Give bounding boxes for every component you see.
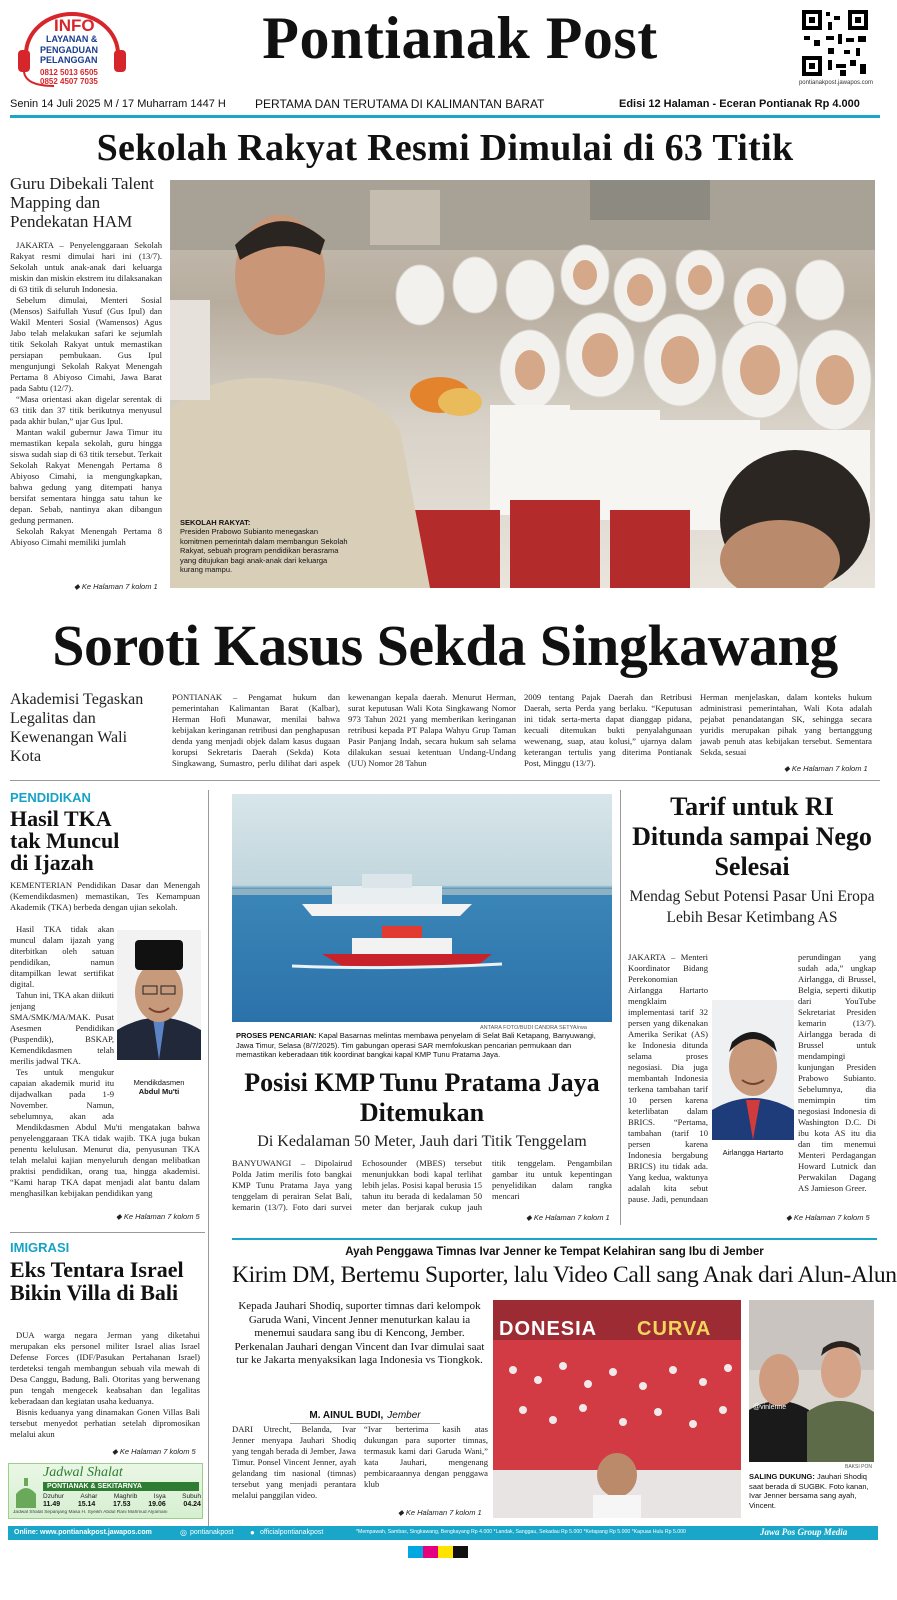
footer-social1[interactable]: pontianakpost: [190, 1529, 234, 1536]
story3-p5: Mendikdasmen Abdul Mu'ti mengatakan bahwa penyelenggaraan TKA tidak wajib. TKA juga bukan penentu kelulusan. Menurut dia, penyusunan TKA telah melalui kajian menyeluruh dengan melibatkan praktisi pendidikan, orang tua, hingga akademisi. “Kami harap TKA dapat menjadi alat bantu dalam menghasilkan kebijakan pendidikan yang: [10, 1122, 200, 1198]
story7-continued: ◆ Ke Halaman 7 kolom 1: [398, 1508, 482, 1517]
story3-intro: KEMENTERIAN Pendidikan Dasar dan Menengah (Kemendikdasmen) memastikan, Tes Kemampuan Akademik (TKA) berbeda dengan ujian sekolah.: [10, 880, 200, 912]
story5-col1: JAKARTA – Menteri Koordinator Bidang Perekonomian Airlangga Hartarto mengklaim implementasi tarif 32 persen yang dikenakan Amerika Serikat (AS) ke Indonesia ditunda selama proses negosiasi. Dia juga membantah Indonesia terkena tambahan tarif 10 persen karena keterlibatan dalam BRICS. “Pertama, tambahan (tarif 10 persen karena Indonesia bergabung BRICS) itu tidak ada. Yang kedua, waktunya adalah kita sebut pause. Jadi, penundaan: [628, 952, 708, 1204]
story6-p1: DUA warga negara Jerman yang diketahui merupakan eks personel militer Israel alias Israel Defense Forces (IDF/Pasukan Pertahanan Israel) terdeteksi tengah membangun sebuah vila mewah di Desa Canggu, Badung, Bali. Otoritas yang berwenang pun tengah mengecek keabsahan dan legalitas keberadaan dan kegiatan usaha keduanya.: [10, 1330, 200, 1406]
story2-col4: Herman menjelaskan, dalam konteks hukum administrasi pemerintahan, Wali Kota adalah pejabat penandatangan SK, sehingga secara yuridis merupakan pihak yang bertanggung jawab penuh atas kebijakan tersebut. Sementara Sekda, sesuai: [700, 692, 872, 757]
portrait-illustration: [712, 1000, 794, 1140]
story2-continued: ◆ Ke Halaman 7 kolom 1: [784, 764, 868, 773]
story1-body: [10, 240, 162, 582]
story1-continued: ◆ Ke Halaman 7 kolom 1: [74, 582, 158, 591]
prayer-time-isya: 19.06: [148, 1501, 166, 1508]
story7-lead: Kepada Jauhari Shodiq, suporter timnas dari kelompok Garuda Wani, Vincent Jenner menuturkan kalau ia menemui saudara sang ibu di Kencong, Jember. Perkenalan Jauhari dengan Vincent dan Ivar dimulai saat tur ke Jakarta menyaksikan laga Indonesia vs Tiongkok.: [234, 1300, 485, 1366]
story7-caption-box: [749, 1472, 876, 1510]
story4-headline: Posisi KMP Tunu Pratama Jaya Ditemukan: [244, 1068, 600, 1127]
divider: [10, 1232, 205, 1233]
story4-photo-credit: ANTARA FOTO/BUDI CANDRA SETYA/rwa: [480, 1025, 587, 1031]
story6-headline: Eks Tentara Israel Bikin Villa di Bali: [10, 1257, 184, 1305]
prayer-region: PONTIANAK & SEKITARNYA: [43, 1482, 199, 1491]
story4-col2: Echosounder (MBES) tersebut menunjukkan bodi kapal terlihat lebih jelas. Posisi kapal berusia 15 tahun itu berada di kedalaman 50 meter dan berjarak cukup jauh: [362, 1158, 482, 1212]
story1-p2: Sebelum dimulai, Menteri Sosial (Mensos) Saifullah Yusuf (Gus Ipul) dan Wakil Menteri Sosial (Wamensos) Agus Jabo telah melakukan safari ke sejumlah titik Sekolah Rakyat untuk memastikan persiapan pembukaan. Gus Ipul mengunjungi Sekolah Rakyat Menengah Pertama 8 Abiyoso Cimahi, Jawa Barat pada Sabtu (12/7).: [10, 295, 162, 393]
story7-caption-label: SALING DUKUNG:: [749, 1472, 815, 1481]
instagram-icon: ◎: [180, 1528, 187, 1537]
stadium-banner-2: CURVA: [637, 1318, 712, 1340]
issue-date: Senin 14 Juli 2025 M / 17 Muharram 1447 H: [10, 98, 226, 110]
info-sub2: PENGADUAN: [40, 45, 99, 55]
story3-section: PENDIDIKAN: [10, 790, 91, 805]
story1-headline: Sekolah Rakyat Resmi Dimulai di 63 Titik: [96, 127, 794, 169]
story6-continued: ◆ Ke Halaman 7 kolom 5: [112, 1447, 196, 1456]
column-divider-left: [208, 790, 209, 1535]
story2-subhead: Akademisi Tegaskan Legalitas dan Kewenangan Wali Kota: [10, 691, 144, 765]
paper-name: Pontianak Post: [262, 5, 658, 71]
story4-caption: Kapal Basarnas melintas membawa penyelam di Selat Bali Ketapang, Banyuwangi, Jawa Timur, Selasa (8/7/2025). Tim gabungan operasi SAR memfokuskan pencarian permukaan dan memastikan keberadaan titik koordinat bangkai kapal KMP Tunu Pratama Jaya.: [236, 1031, 596, 1059]
story4-caption-label: PROSES PENCARIAN:: [236, 1031, 317, 1040]
story3-headline: Hasil TKA tak Muncul di Ijazah: [10, 806, 120, 875]
story1-photo-caption-box: [180, 518, 350, 575]
story5-headline: Tarif untuk RI Ditunda sampai Nego Selesai: [632, 792, 872, 881]
divider: [232, 1238, 877, 1240]
story1-p4: Mantan wakil gubernur Jawa Timur itu memastikan kepala sekolah, guru hingga siswa sudah siap di 63 titik tersebut. Terkait Sekolah Rakyat Menengah Pertama 8 Abiyoso Cimahi, ia mengungkapkan, bahwa gedung yang ditempati hanya bersifat sementara hingga satu tahun ke depan. Sebab, nantinya akan dibangun gedung permanen.: [10, 427, 162, 525]
story1-p3: “Masa orientasi akan digelar serentak di 63 titik dan 37 titik berikutnya menyusul pada akhir bulan,” ujar Gus Ipul.: [10, 394, 162, 426]
selfie-tag: @vinlenne: [753, 1404, 787, 1411]
footer-social2[interactable]: officialpontianakpost: [260, 1529, 324, 1536]
portrait-illustration: [117, 930, 201, 1060]
prayer-name-maghrib: Maghrib: [113, 1493, 138, 1500]
column-divider-right: [620, 790, 621, 1225]
story6-section: IMIGRASI: [10, 1240, 70, 1255]
story3-portrait: [117, 930, 201, 1060]
story6-p2: Bisnis keduanya yang dinamakan Gonen Villas Bali tersebut menyedot perhatian setelah dipromosikan melalui akun: [10, 1407, 200, 1439]
story1-caption: Presiden Prabowo Subianto menegaskan komitmen pemerintah dalam membangun Sekolah Rakyat, sebuah program pendidikan berasrama yang ditujukan bagi anak-anak dari keluarga kurang mampu.: [180, 527, 348, 574]
story1-p5: Sekolah Rakyat Menengah Pertama 8 Abiyoso Cimahi memiliki jumlah: [10, 526, 162, 547]
prayer-time-maghrib: 17.53: [113, 1501, 131, 1508]
stadium-banner-1: DONESIA: [499, 1318, 598, 1340]
story7-photo-credit: BAKSI PON: [845, 1464, 872, 1470]
selfie-illustration: [749, 1300, 874, 1462]
sea-ship-illustration: [232, 794, 612, 1022]
story3-portrait-caption2: Abdul Mu'ti: [138, 1087, 180, 1096]
byline: [290, 1405, 440, 1424]
story3-body: [10, 924, 114, 1122]
story7-col1: DARI Utrecht, Belanda, Ivar Jenner menyapa Jauhari Shodiq yang tengah berada di Jember, Jawa Timur. Ponsel Vincent Jenner, ayah gelandang tim nasional (timnas) tersebut yang menjadi perantara melalui panggilan video.: [232, 1424, 356, 1500]
prayer-name-subuh: Subuh: [182, 1493, 201, 1500]
story2-col1: PONTIANAK – Pengamat hukum dan pemerintahan Kalimantan Barat (Kalbar), Herman Hofi Munawar, menilai bahwa kebijakan keringanan retribusi dan penghapusan denda yang menjadi objek dalam kasus dugaan korupsi Sekretaris Daerah (Sekda) Kota Singkawang, Sumastro, perlu dilihat dari aspek: [172, 692, 340, 768]
story4-subhead: Di Kedalaman 50 Meter, Jauh dari Titik Tenggelam: [257, 1133, 587, 1150]
story4-col1: BANYUWANGI – Dipolairud Polda Jatim merilis foto bangkai KMP Tunu Pratama Jaya yang tenggelam di perairan Selat Bali, kemarin (13/7). Foto dari survei: [232, 1158, 352, 1212]
prayer-names: [43, 1493, 201, 1500]
story2-col2: kewenangan kepala daerah. Menurut Herman, surat keputusan Wali Kota Singkawang Nomor 973 Tahun 2021 yang memberikan keringanan retribusi kepada PT Palapa Wahyu Grup Taman Pasir Panjang Indah, secara hukum sah selama dilakukan sesuai ketentuan Undang-Undang (UU) Nomor 28 Tahun: [348, 692, 516, 768]
info-phone2: 0852 4507 7035: [40, 77, 98, 86]
mosque-icon: [13, 1478, 39, 1508]
story7-caption: Jauhari Shodiq saat berada di SUGBK. Foto kanan, Ivar Jenner bersama sang ayah, Vincent.: [749, 1472, 869, 1510]
prayer-note: Jadwal Shalat Sepanjang Masa H. Syeikh Abdul Rani Mahmud Alyamani: [13, 1510, 168, 1515]
story7-headline: Kirim DM, Bertemu Suporter, lalu Video Call sang Anak dari Alun-Alun: [232, 1262, 897, 1288]
story3-continued: ◆ Ke Halaman 7 kolom 5: [116, 1212, 200, 1221]
story7-byline-place: Jember: [387, 1410, 421, 1421]
prayer-time-subuh: 04.24: [183, 1501, 201, 1508]
story4-col3: titik tenggelam. Pengambilan gambar itu untuk kepentingan penyelidikan dalam rangka mencari: [492, 1158, 612, 1201]
edition-price: Edisi 12 Halaman - Eceran Pontianak Rp 4.000: [619, 98, 860, 110]
story4-continued: ◆ Ke Halaman 7 kolom 1: [526, 1213, 610, 1222]
prayer-name-ashar: Ashar: [80, 1493, 98, 1500]
customer-service-logo: [14, 10, 134, 90]
story5-col2: perundingan yang sudah ada,” ungkap Airlangga, di Brussel, Belgia, seperti dikutip dari YouTube Sekretariat Presiden kemarin (13/7). Airlangga berada di Brussel untuk mendampingi kunjungan Presiden Prabowo Subianto. Sebelumnya, dia memimpin tim negosiasi Indonesia di Washington D.C. Di ibu kota AS itu dia dan tim menemui Menteri Perdagangan Howard Lutnick dan Perwakilan Dagang AS Jamieson Greer.: [798, 952, 876, 1193]
prayer-schedule: [8, 1463, 203, 1519]
story1-caption-label: SEKOLAH RAKYAT:: [180, 518, 251, 527]
facebook-icon: ●: [250, 1528, 255, 1537]
story7-col2: “Ivar berterima kasih atas dukungan para suporter timnas, termasuk kami dari Garuda Wani,” kata Jauhari, mengenang pembicaraannya dengan penggawa klub: [364, 1424, 488, 1489]
story5-subhead: Mendag Sebut Potensi Pasar Uni Eropa Lebih Besar Ketimbang AS: [629, 888, 875, 926]
story7-selfie-photo: [749, 1300, 874, 1462]
prayer-name-isya: Isya: [153, 1493, 166, 1500]
info-sub3: PELANGGAN: [40, 55, 98, 65]
story5-continued: ◆ Ke Halaman 7 kolom 5: [786, 1213, 870, 1222]
story5-portrait: [712, 1000, 794, 1140]
story1-subhead: Guru Dibekali Talent Mapping dan Pendekatan HAM: [10, 174, 154, 231]
story2-col3: 2009 tentang Pajak Daerah dan Retribusi Daerah, serta Perda yang berlaku. “Keputusan ini tidak serta-merta dapat dianggap pidana, kecuali ditemukan bukti penyalahgunaan wewenang, suap, atau kolusi,” ujarnya dalam keterangan tertulis yang diterima Pontianak Post, Minggu (13/7).: [524, 692, 692, 768]
story7-stadium-photo: [493, 1300, 741, 1518]
info-title: INFO: [54, 16, 95, 35]
masthead: [0, 0, 897, 122]
story3-p2: Hasil TKA tidak akan muncul dalam ijazah yang diterbitkan oleh satuan pendidikan, namun ditampilkan lewat sertifikat digital.: [10, 924, 114, 989]
story6-body: [10, 1330, 200, 1440]
divider: [10, 780, 880, 781]
info-sub1: LAYANAN &: [46, 34, 98, 44]
footer-group: Jawa Pos Group Media: [760, 1527, 848, 1537]
prayer-time-dzuhur: 11.49: [43, 1501, 61, 1508]
footer-online[interactable]: Online: www.pontianakpost.jawapos.com: [14, 1529, 152, 1536]
story4-photo: [232, 794, 612, 1022]
story5-portrait-caption: Airlangga Hartarto: [722, 1148, 784, 1157]
prayer-name-dzuhur: Dzuhur: [43, 1493, 64, 1500]
story3-p4: Tes untuk mengukur capaian akademik murid itu dijadwalkan pada 1-9 November. Namun, sebelumnya, akan ada: [10, 1067, 114, 1121]
prayer-time-ashar: 15.14: [77, 1501, 96, 1508]
prayer-title: Jadwal Shalat: [43, 1465, 123, 1480]
qr-code-icon: [800, 8, 870, 78]
qr-caption: pontianakpost.jawapos.com: [798, 80, 874, 86]
story3-p3: Tahun ini, TKA akan diikuti jenjang SMA/SMK/MA/MAK. Pusat Asesmen Pendidikan (Puspendik), BSKAP, Kemendikdasmen telah merilis jadwal TKA.: [10, 990, 114, 1066]
info-phone1: 0812 5013 6505: [40, 68, 98, 77]
color-registration-strip: [408, 1546, 468, 1558]
tagline: PERTAMA DAN TERUTAMA DI KALIMANTAN BARAT: [255, 97, 545, 111]
story2-headline: Soroti Kasus Sekda Singkawang: [52, 613, 838, 678]
story1-p1: JAKARTA – Penyelenggaraan Sekolah Rakyat resmi dimulai hari ini (13/7). Sekolah untuk anak-anak dari keluarga miskin dan miskin ekstrem itu dilaksanakan di 63 titik di seluruh Indonesia.: [10, 240, 162, 294]
story3-portrait-caption1: Mendikdasmen: [133, 1078, 185, 1087]
footer-prices: *Mempawah, Sambas, Singkawang, Bengkayang Rp 4.000 *Landak, Sanggau, Sekadau Rp 5.000 *Ketapang Rp 5.000 *Kapuas Hulu Rp 5.000: [356, 1529, 686, 1535]
prayer-times: [43, 1501, 201, 1508]
masthead-rule: [10, 115, 880, 118]
story7-kicker: Ayah Penggawa Timnas Ivar Jenner ke Tempat Kelahiran sang Ibu di Jember: [345, 1246, 764, 1258]
story1-photo: [170, 180, 875, 588]
story7-byline: M. AINUL BUDI,: [309, 1410, 384, 1421]
story4-caption-box: [236, 1031, 612, 1060]
